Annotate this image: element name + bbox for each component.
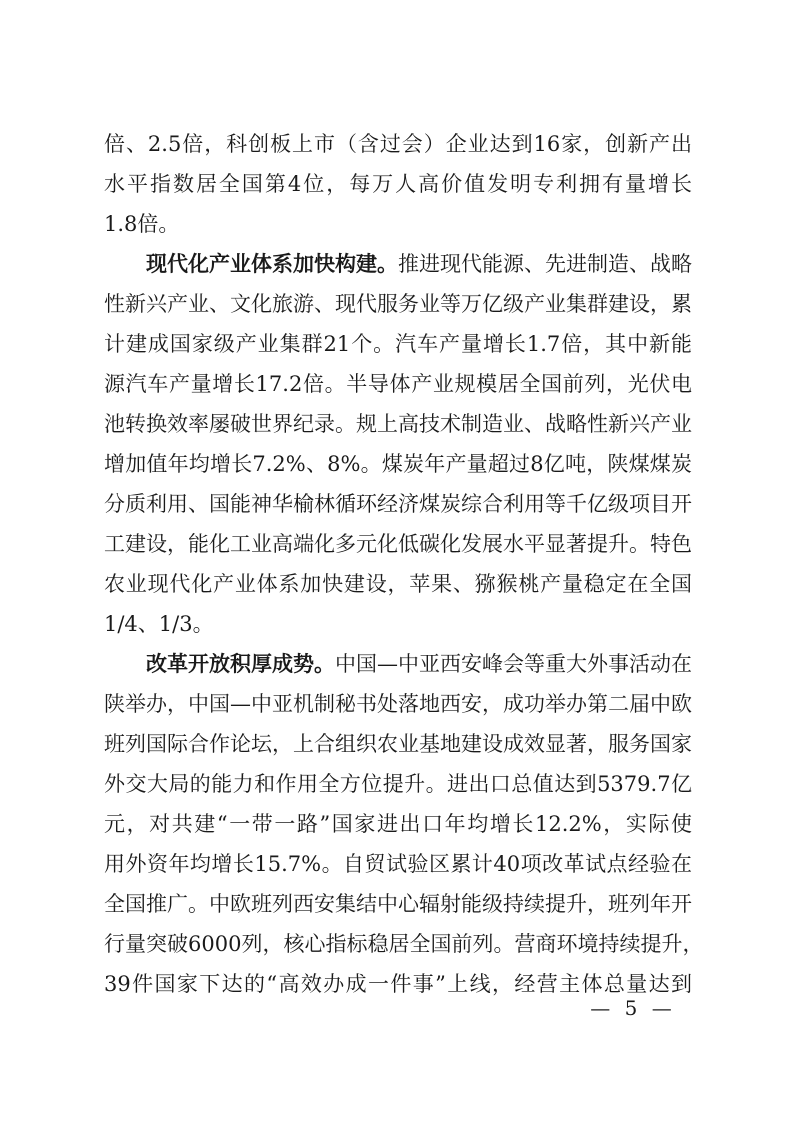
section-heading-reform: 改革开放积厚成势。 (146, 651, 335, 676)
document-body (104, 124, 704, 1004)
text-line: 计建成国家级产业集群21个。汽车产量增长1.7倍，其中新能 (104, 332, 692, 356)
text-line: 源汽车产量增长17.2倍。半导体产业规模居全国前列，光伏电 (104, 372, 692, 396)
text-line: 农业现代化产业体系加快建设，苹果、猕猴桃产量稳定在全国 (104, 572, 692, 596)
text-line: 全国推广。中欧班列西安集结中心辐射能级持续提升，班列年开 (104, 892, 692, 916)
text-line: 1/4、1/3。 (104, 612, 214, 636)
text-line: 元，对共建“一带一路”国家进出口年均增长12.2%，实际使 (104, 812, 692, 836)
text-span: 推进现代能源、先进制造、战略 (398, 252, 692, 276)
text-line: 行量突破6000列，核心指标稳居全国前列。营商环境持续提升， (104, 932, 704, 956)
text-line: 水平指数居全国第4位，每万人高价值发明专利拥有量增长 (104, 172, 692, 196)
text-line: 工建设，能化工业高端化多元化低碳化发展水平显著提升。特色 (104, 532, 692, 556)
paragraph-first-line (104, 644, 692, 684)
text-line: 陕举办，中国—中亚机制秘书处落地西安，成功举办第二届中欧 (104, 692, 692, 716)
text-line: 39件国家下达的“高效办成一件事”上线，经营主体总量达到 (104, 972, 692, 996)
text-line: 倍、2.5倍，科创板上市（含过会）企业达到16家，创新产出 (104, 132, 692, 156)
section-heading-industry: 现代化产业体系加快构建。 (146, 251, 398, 276)
paragraph-first-line (104, 244, 692, 284)
text-line: 外交大局的能力和作用全方位提升。进出口总值达到5379.7亿 (104, 772, 692, 796)
text-span: 中国—中亚西安峰会等重大外事活动在 (335, 652, 692, 676)
text-line: 分质利用、国能神华榆林循环经济煤炭综合利用等千亿级项目开 (104, 492, 692, 516)
text-line: 班列国际合作论坛，上合组织农业基地建设成效显著，服务国家 (104, 732, 692, 756)
text-line: 用外资年均增长15.7%。自贸试验区累计40项改革试点经验在 (104, 852, 692, 876)
text-line: 1.8倍。 (104, 212, 180, 236)
text-line: 性新兴产业、文化旅游、现代服务业等万亿级产业集群建设，累 (104, 292, 692, 316)
page-number: — 5 — (590, 996, 676, 1020)
text-line: 增加值年均增长7.2%、8%。煤炭年产量超过8亿吨，陕煤煤炭 (104, 452, 692, 476)
text-line: 池转换效率屡破世界纪录。规上高技术制造业、战略性新兴产业 (104, 412, 692, 436)
